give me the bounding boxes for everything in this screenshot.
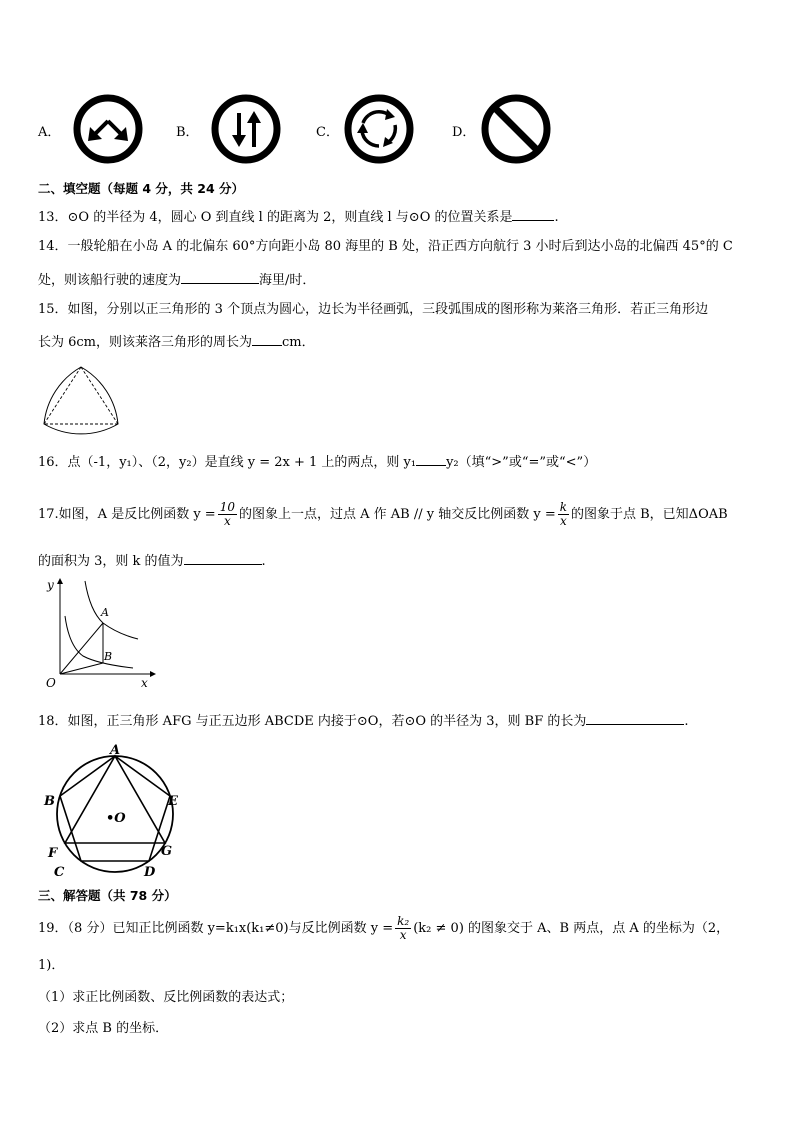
question-17-line1 — [38, 498, 728, 532]
q17-post: 的图象于点 B，已知ΔOAB — [571, 507, 728, 522]
section-2-heading: 二、填空题（每题 4 分，共 24 分） — [38, 181, 245, 196]
q18-point-a-label: A — [110, 743, 121, 758]
q18-text: 18．如图，正三角形 AFG 与正五边形 ABCDE 内接于⊙O，若⊙O 的半径为 3，则 BF 的长为 — [38, 714, 587, 729]
reuleaux-triangle-figure — [38, 362, 124, 430]
q17-fraction-2 — [558, 501, 569, 528]
q19-line2: 1)． — [38, 958, 65, 973]
q15-answer-blank — [252, 333, 282, 346]
q13-text: 13．⊙O 的半径为 4，圆心 O 到直线 l 的距离为 2，则直线 l 与⊙O 的位置关系是 — [38, 210, 513, 225]
question-14-line2 — [38, 271, 315, 289]
q17-pre: 17.如图，A 是反比例函数 y = — [38, 507, 216, 522]
section-3-heading: 三、解答题（共 78 分） — [38, 888, 177, 903]
q18-point-c-label: C — [54, 865, 65, 880]
q15-unit: cm． — [282, 335, 315, 350]
option-b-label: B． — [176, 125, 199, 140]
q17-origin-label: O — [46, 676, 56, 690]
q19-post: (k₂ ≠ 0) 的图象交于 A、B 两点，点 A 的坐标为（2， — [413, 921, 730, 936]
q18-point-d-label: D — [144, 865, 156, 880]
q18-answer-blank — [586, 712, 684, 725]
question-13 — [38, 208, 559, 226]
q19-fraction — [395, 915, 411, 942]
q14-unit: 海里/时． — [259, 273, 316, 288]
option-d-label: D． — [452, 125, 476, 140]
q18-point-b-label: B — [44, 794, 55, 809]
q18-point-g-label: G — [161, 844, 173, 859]
q17-hyperbola-figure — [38, 576, 158, 691]
q16-answer-blank — [416, 453, 446, 466]
q14-line2: 处，则该船行驶的速度为 — [38, 273, 182, 288]
q14-line1: 14．一般轮船在小岛 A 的北偏东 60°方向距小岛 80 海里的 B 处，沿正西方向航行 3 小时后到达小岛的北偏西 45°的 C — [38, 239, 733, 254]
q17-frac2-den: x — [559, 514, 567, 528]
q18-point-f-label: F — [48, 846, 58, 861]
q17-frac2-num: k — [559, 500, 567, 514]
q17-end: . — [261, 554, 266, 569]
question-17-line2 — [38, 552, 266, 570]
q18-circle-figure — [40, 741, 185, 879]
q16-mid: y₂（填“>”或“=”或“<”） — [446, 455, 597, 470]
q17-point-b-label: B — [104, 650, 113, 663]
q13-answer-blank — [512, 208, 554, 221]
q19-sub2: （2）求点 B 的坐标． — [38, 1021, 169, 1036]
question-15-line2 — [38, 333, 315, 351]
q19-frac-num: k₂ — [397, 914, 410, 928]
q17-line2: 的面积为 3，则 k 的值为 — [38, 554, 184, 569]
q13-end: . — [554, 210, 559, 225]
option-c-label: C． — [316, 125, 339, 140]
question-18 — [38, 712, 689, 730]
question-16 — [38, 453, 596, 471]
q17-axis-x-label: x — [141, 676, 148, 690]
option-a-sign — [72, 93, 144, 165]
q17-point-a-label: A — [101, 606, 109, 619]
q18-end: . — [684, 714, 689, 729]
q17-axis-y-label: y — [47, 578, 54, 592]
q16-pre: 16．点（-1，y₁）、（2，y₂）是直线 y = 2x + 1 上的两点，则 y₁ — [38, 455, 417, 470]
q15-line1: 15．如图，分别以正三角形的 3 个顶点为圆心，边长为半径画弧，三段弧围成的图形称为莱洛三角形．若正三角形边 — [38, 302, 709, 317]
option-c-sign — [343, 93, 415, 165]
q15-line2: 长为 6cm，则该莱洛三角形的周长为 — [38, 335, 253, 350]
question-19-line1 — [38, 912, 729, 946]
q17-frac1-den: x — [223, 514, 231, 528]
q17-fraction-1 — [218, 501, 237, 528]
q17-frac1-num: 10 — [219, 500, 235, 514]
q19-frac-den: x — [399, 928, 407, 942]
q14-answer-blank — [181, 271, 259, 284]
option-a-label: A． — [38, 125, 61, 140]
q18-center-label: •O — [106, 811, 126, 826]
q19-sub1: （1）求正比例函数、反比例函数的表达式； — [38, 990, 294, 1005]
option-b-sign — [210, 93, 282, 165]
q18-point-e-label: E — [168, 794, 178, 809]
q17-answer-blank — [184, 552, 262, 565]
q17-mid: 的图象上一点，过点 A 作 AB // y 轴交反比例函数 y = — [238, 507, 556, 522]
option-d-sign — [480, 93, 552, 165]
q19-pre: 19．（8 分）已知正比例函数 y=k₁x(k₁≠0)与反比例函数 y = — [38, 921, 394, 936]
